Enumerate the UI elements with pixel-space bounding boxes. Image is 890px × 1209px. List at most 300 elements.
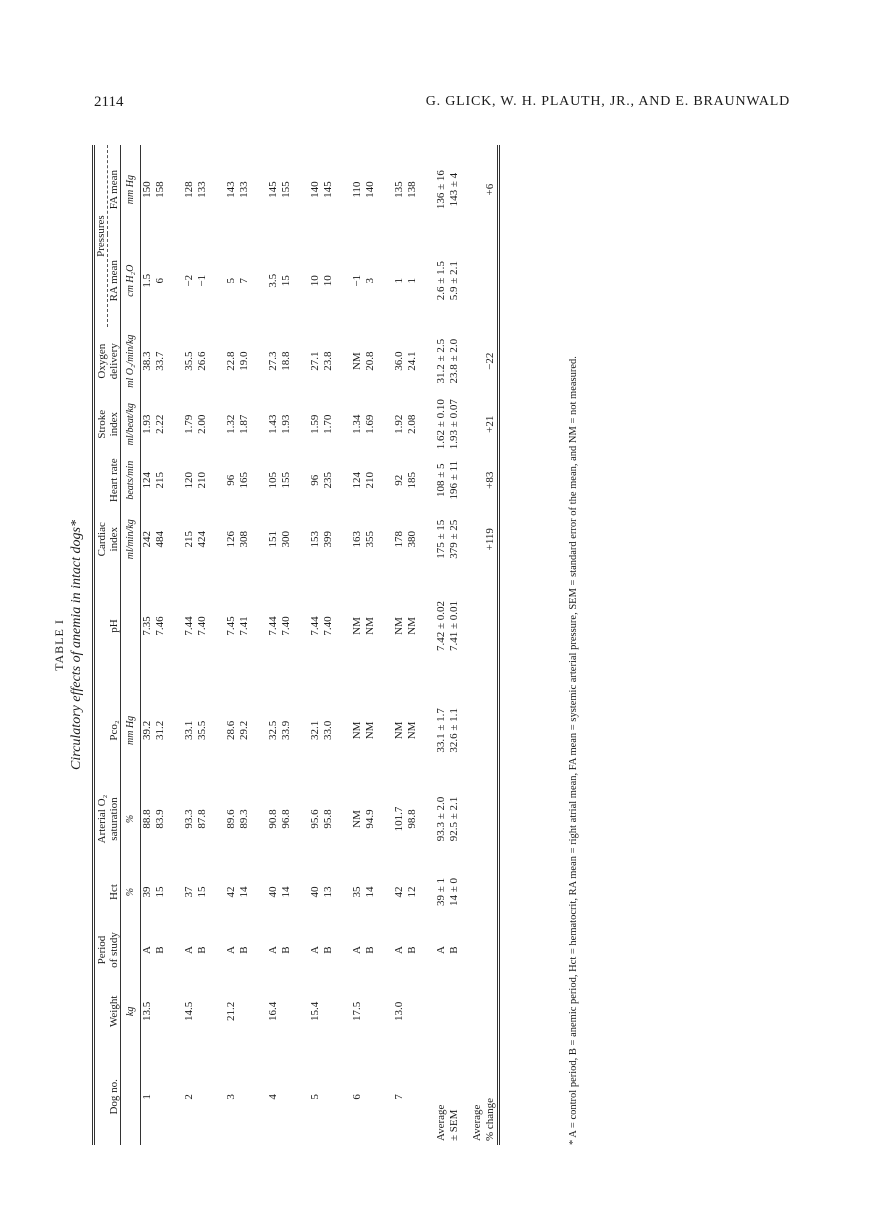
- dog-number: [280, 1049, 293, 1145]
- pco2-cell: 33.1: [183, 720, 195, 741]
- table-row: [280, 145, 293, 1145]
- fa-mean-cell: 110: [351, 181, 363, 198]
- col-cardiac-index: Cardiac index: [96, 522, 120, 557]
- unit-o2: ml O₂/min/kg: [121, 327, 141, 395]
- pco2-cell: NM: [364, 721, 376, 740]
- blank-cell: [467, 571, 484, 681]
- oxygen-delivery-cell: 38.3: [141, 351, 153, 371]
- percent-change-fa-mean: +6: [484, 183, 496, 196]
- ra-mean-cell: 15: [280, 275, 292, 287]
- arterial-sat-cell: 89.6: [225, 809, 237, 829]
- percent-change-label-2: % change: [484, 1097, 496, 1141]
- average-heart-rate: 108 ± 5: [435, 463, 447, 497]
- row-spacer: [251, 145, 267, 1145]
- heart-rate-cell: 124: [351, 471, 363, 489]
- pco2-cell: NM: [351, 721, 363, 740]
- hct-cell: 37: [183, 886, 195, 898]
- arterial-sat-cell: 95.6: [309, 809, 321, 829]
- ph-cell: 7.41: [238, 616, 250, 636]
- dog-number: 4: [267, 1094, 279, 1100]
- blank-cell: [467, 780, 484, 858]
- table-caption: Circulatory effects of anemia in intact dogs*: [69, 520, 84, 770]
- table-row: [393, 145, 406, 1145]
- arterial-sat-cell: 90.8: [267, 809, 279, 829]
- pco2-cell: 35.5: [196, 720, 208, 741]
- pco2-cell: 33.9: [280, 720, 292, 741]
- dog-number: 7: [393, 1094, 405, 1100]
- table-row: [141, 145, 155, 1145]
- table-row: [406, 145, 419, 1145]
- heart-rate-cell: 210: [196, 471, 208, 489]
- cardiac-index-cell: 484: [154, 530, 166, 548]
- ph-cell: 7.40: [322, 616, 334, 636]
- arterial-sat-cell: 89.3: [238, 809, 250, 829]
- row-spacer: [293, 145, 309, 1145]
- hct-cell: 12: [406, 886, 418, 898]
- unit-hr: beats/min: [121, 453, 141, 507]
- period-cell: B: [448, 946, 460, 954]
- dog-number: 2: [183, 1094, 195, 1100]
- oxygen-delivery-cell: 36.0: [393, 351, 405, 371]
- table-row: [154, 145, 167, 1145]
- ra-mean-cell: 5: [225, 277, 237, 284]
- average-heart-rate: 196 ± 11: [448, 460, 460, 500]
- period-cell: A: [393, 946, 405, 955]
- cardiac-index-cell: 178: [393, 530, 405, 548]
- period-cell: B: [322, 946, 334, 954]
- ph-cell: 7.44: [183, 616, 195, 636]
- fa-mean-cell: 138: [406, 181, 418, 198]
- blank-cell: [467, 327, 484, 395]
- blank-cell: [484, 926, 499, 974]
- heart-rate-cell: 235: [322, 471, 334, 489]
- unit-weight: kg: [121, 974, 141, 1049]
- period-cell: A: [225, 946, 237, 955]
- col-pressures: Pressures: [94, 145, 108, 327]
- percent-change-label: Average: [471, 1104, 483, 1141]
- percent-change-pco2: [484, 681, 499, 780]
- cardiac-index-cell: 424: [196, 530, 208, 548]
- average-arterial-sat: 93.3 ± 2.0: [435, 796, 447, 842]
- fa-mean-cell: 158: [154, 181, 166, 198]
- col-hct: Hct: [108, 884, 120, 900]
- cardiac-index-cell: 153: [309, 530, 321, 548]
- pco2-cell: 39.2: [141, 720, 153, 741]
- cardiac-index-cell: 242: [141, 530, 153, 548]
- fa-mean-cell: 133: [238, 181, 250, 198]
- average-ph: 7.41 ± 0.01: [448, 600, 460, 652]
- ph-cell: 7.40: [280, 616, 292, 636]
- stroke-index-cell: 2.00: [196, 414, 208, 434]
- col-dog-no: Dog no.: [108, 1079, 120, 1115]
- blank-cell: [467, 234, 484, 327]
- cardiac-index-cell: 355: [364, 530, 376, 548]
- table-footnote: * A = control period, B = anemic period, Hct = hematocrit, RA mean = right atrial mean, FA mean = systemic arterial pressure, SEM = standard error of the mean, and NM = not measured.: [568, 356, 579, 1145]
- unit-ra: cm H₂O: [121, 234, 141, 327]
- dog-number: [406, 1049, 419, 1145]
- percent-change-ph: [484, 571, 499, 681]
- average-hct: 39 ± 1: [435, 878, 447, 907]
- spacer-cell: [293, 145, 309, 1145]
- dog-number: [154, 1049, 167, 1145]
- period-cell: B: [154, 946, 166, 954]
- oxygen-delivery-cell: 23.8: [322, 351, 334, 371]
- col-pco2: Pco₂: [108, 720, 120, 741]
- pco2-cell: NM: [393, 721, 405, 740]
- oxygen-delivery-cell: 20.8: [364, 351, 376, 371]
- hct-cell: 42: [225, 886, 237, 898]
- oxygen-delivery-cell: 18.8: [280, 351, 292, 371]
- percent-change-hct: [484, 858, 499, 926]
- dog-weight: [364, 974, 377, 1049]
- stroke-index-cell: 2.08: [406, 414, 418, 434]
- average-fa-mean: 143 ± 4: [448, 172, 460, 207]
- stroke-index-cell: 1.69: [364, 414, 376, 434]
- col-weight: Weight: [108, 995, 120, 1028]
- col-ra-mean: RA mean: [108, 260, 120, 302]
- oxygen-delivery-cell: 19.0: [238, 351, 250, 371]
- period-cell: A: [141, 946, 153, 955]
- stroke-index-cell: 1.34: [351, 414, 363, 434]
- heart-rate-cell: 96: [225, 474, 237, 486]
- table-row: [351, 145, 364, 1145]
- fa-mean-cell: 133: [196, 181, 208, 198]
- percent-change-cardiac-index: +119: [484, 528, 496, 551]
- hct-cell: 39: [141, 886, 153, 898]
- row-spacer: [167, 145, 183, 1145]
- blank-cell: [467, 858, 484, 926]
- blank-cell: [467, 395, 484, 453]
- hct-cell: 40: [267, 886, 279, 898]
- dog-number: [322, 1049, 335, 1145]
- pco2-cell: NM: [406, 721, 418, 740]
- spacer-cell: [377, 145, 393, 1145]
- percent-change-oxygen-delivery: −22: [484, 352, 496, 370]
- arterial-sat-cell: 95.8: [322, 809, 334, 829]
- stroke-index-cell: 1.87: [238, 414, 250, 434]
- oxygen-delivery-cell: 35.5: [183, 351, 195, 371]
- oxygen-delivery-cell: 27.3: [267, 351, 279, 371]
- col-ph: pH: [108, 619, 120, 633]
- fa-mean-cell: 140: [309, 181, 321, 198]
- unit-ph: [121, 571, 141, 681]
- period-cell: B: [406, 946, 418, 954]
- heart-rate-cell: 155: [280, 471, 292, 489]
- row-spacer: [419, 145, 435, 1145]
- heart-rate-cell: 105: [267, 471, 279, 489]
- percent-change-stroke-index: +21: [484, 415, 496, 433]
- table-row: [267, 145, 280, 1145]
- table-title-block: [52, 145, 85, 1145]
- dog-weight: [406, 974, 419, 1049]
- heart-rate-cell: 185: [406, 471, 418, 489]
- average-oxygen-delivery: 31.2 ± 2.5: [435, 338, 447, 384]
- average-ra-mean: 2.6 ± 1.5: [435, 261, 447, 301]
- table-row: [225, 145, 238, 1145]
- table-row: [196, 145, 209, 1145]
- pco2-cell: 28.6: [225, 720, 237, 741]
- arterial-sat-cell: 93.3: [183, 809, 195, 829]
- average-weight-blank: [448, 974, 467, 1049]
- ra-mean-cell: 1.5: [141, 273, 153, 288]
- table-row: [238, 145, 251, 1145]
- arterial-sat-cell: 98.8: [406, 809, 418, 829]
- blank-cell: [467, 974, 484, 1049]
- arterial-sat-cell: 94.9: [364, 809, 376, 829]
- arterial-sat-cell: 101.7: [393, 806, 405, 832]
- average-label: ± SEM: [448, 1109, 460, 1141]
- ra-mean-cell: 7: [238, 277, 250, 284]
- stroke-index-cell: 2.22: [154, 414, 166, 434]
- arterial-sat-cell: 96.8: [280, 809, 292, 829]
- ph-cell: NM: [364, 617, 376, 635]
- units-row: [121, 145, 141, 1145]
- spacer-cell: [419, 145, 435, 1145]
- blank-cell: [467, 681, 484, 780]
- oxygen-delivery-cell: 24.1: [406, 351, 418, 371]
- period-cell: A: [435, 946, 447, 955]
- hct-cell: 13: [322, 886, 334, 898]
- dog-number: [364, 1049, 377, 1145]
- dog-number: 5: [309, 1094, 321, 1100]
- ph-cell: 7.40: [196, 616, 208, 636]
- average-hct: 14 ± 0: [448, 878, 460, 907]
- ra-mean-cell: −1: [351, 274, 363, 287]
- oxygen-delivery-cell: 22.8: [225, 351, 237, 371]
- percent-change-arterial-sat: [484, 780, 499, 858]
- arterial-sat-cell: 87.8: [196, 809, 208, 829]
- ph-cell: 7.46: [154, 616, 166, 636]
- period-cell: A: [267, 946, 279, 955]
- oxygen-delivery-cell: 26.6: [196, 351, 208, 371]
- fa-mean-cell: 150: [141, 181, 153, 198]
- period-cell: B: [196, 946, 208, 954]
- col-oxygen-delivery: Oxygen delivery: [96, 343, 120, 380]
- percent-change-ra-mean: [484, 234, 499, 327]
- row-spacer: [335, 145, 351, 1145]
- hct-cell: 15: [196, 886, 208, 898]
- rotated-table-region: [52, 145, 612, 1145]
- anemia-data-table: [92, 145, 500, 1145]
- fa-mean-cell: 145: [267, 181, 279, 198]
- cardiac-index-cell: 399: [322, 530, 334, 548]
- hct-cell: 14: [238, 886, 250, 898]
- ph-cell: NM: [393, 617, 405, 635]
- dog-weight: [322, 974, 335, 1049]
- unit-fa: mm Hg: [121, 145, 141, 234]
- blank-cell: [467, 145, 484, 234]
- average-cardiac-index: 379 ± 25: [448, 519, 460, 559]
- dog-weight: 14.5: [183, 1001, 195, 1021]
- col-heart-rate: Heart rate: [108, 458, 120, 503]
- average-ph: 7.42 ± 0.02: [435, 600, 447, 652]
- percent-change-row: [467, 145, 484, 1145]
- page-header: [94, 94, 790, 116]
- dog-number: 3: [225, 1094, 237, 1100]
- cardiac-index-cell: 380: [406, 530, 418, 548]
- table-row: [183, 145, 196, 1145]
- oxygen-delivery-cell: 33.7: [154, 351, 166, 371]
- stroke-index-cell: 1.93: [280, 414, 292, 434]
- cardiac-index-cell: 126: [225, 530, 237, 548]
- dog-weight: 16.4: [267, 1001, 279, 1021]
- pco2-cell: 32.5: [267, 720, 279, 741]
- dog-number: [238, 1049, 251, 1145]
- unit-si: ml/beat/kg: [121, 395, 141, 453]
- heart-rate-cell: 124: [141, 471, 153, 489]
- stroke-index-cell: 1.59: [309, 414, 321, 434]
- unit-hct: %: [121, 858, 141, 926]
- unit-ci: ml/min/kg: [121, 507, 141, 571]
- dog-number: [196, 1049, 209, 1145]
- blank-cell: [467, 926, 484, 974]
- hct-cell: 35: [351, 886, 363, 898]
- pco2-cell: 32.1: [309, 720, 321, 741]
- average-ra-mean: 5.9 ± 2.1: [448, 261, 460, 301]
- average-pco2: 32.6 ± 1.1: [448, 708, 460, 753]
- period-cell: A: [183, 946, 195, 955]
- average-stroke-index: 1.93 ± 0.07: [448, 399, 460, 450]
- unit-pco2: mm Hg: [121, 681, 141, 780]
- oxygen-delivery-cell: NM: [351, 352, 363, 371]
- row-spacer: [209, 145, 225, 1145]
- pco2-cell: 31.2: [154, 720, 166, 741]
- cardiac-index-cell: 215: [183, 530, 195, 548]
- stroke-index-cell: 1.32: [225, 414, 237, 434]
- ra-mean-cell: 3.5: [267, 273, 279, 288]
- fa-mean-cell: 135: [393, 181, 405, 198]
- dog-weight: [238, 974, 251, 1049]
- heart-rate-cell: 120: [183, 471, 195, 489]
- heart-rate-cell: 210: [364, 471, 376, 489]
- ra-mean-cell: −2: [183, 274, 195, 287]
- period-cell: A: [351, 946, 363, 955]
- cardiac-index-cell: 308: [238, 530, 250, 548]
- col-arterial-sat: Arterial O₂ saturation: [96, 794, 120, 844]
- cardiac-index-cell: 151: [267, 530, 279, 548]
- hct-cell: 40: [309, 886, 321, 898]
- spacer-cell: [335, 145, 351, 1145]
- ph-cell: 7.44: [267, 616, 279, 636]
- heart-rate-cell: 215: [154, 471, 166, 489]
- stroke-index-cell: 1.79: [183, 414, 195, 434]
- hct-cell: 14: [364, 886, 376, 898]
- ph-cell: NM: [351, 617, 363, 635]
- average-row: [448, 145, 467, 1145]
- spacer-cell: [167, 145, 183, 1145]
- running-head: G. GLICK, W. H. PLAUTH, JR., AND E. BRAUNWALD: [425, 94, 790, 109]
- arterial-sat-cell: 88.8: [141, 809, 153, 829]
- stroke-index-cell: 1.93: [141, 414, 153, 434]
- ra-mean-cell: −1: [196, 274, 208, 287]
- dog-weight: 21.2: [225, 1001, 237, 1021]
- hct-cell: 15: [154, 886, 166, 898]
- heart-rate-cell: 165: [238, 471, 250, 489]
- spacer-cell: [209, 145, 225, 1145]
- period-cell: B: [364, 946, 376, 954]
- percent-change-heart-rate: +83: [484, 471, 496, 489]
- period-cell: B: [280, 946, 292, 954]
- average-oxygen-delivery: 23.8 ± 2.0: [448, 338, 460, 384]
- dog-number: 1: [141, 1094, 153, 1100]
- dog-weight: 17.5: [351, 1001, 363, 1021]
- ra-mean-cell: 1: [406, 277, 418, 284]
- blank-cell: [467, 507, 484, 571]
- stroke-index-cell: 1.43: [267, 414, 279, 434]
- ra-mean-cell: 10: [309, 275, 321, 287]
- cardiac-index-cell: 163: [351, 530, 363, 548]
- period-cell: A: [309, 946, 321, 955]
- table-row: [309, 145, 322, 1145]
- col-period: Period of study: [96, 932, 120, 968]
- table-label: TABLE I: [52, 619, 66, 671]
- average-pco2: 33.1 ± 1.7: [435, 708, 447, 753]
- arterial-sat-cell: 83.9: [154, 809, 166, 829]
- average-arterial-sat: 92.5 ± 2.1: [448, 796, 460, 842]
- ra-mean-cell: 1: [393, 277, 405, 284]
- dog-number: 6: [351, 1094, 363, 1100]
- ra-mean-cell: 3: [364, 277, 376, 284]
- ra-mean-cell: 10: [322, 275, 334, 287]
- hct-cell: 42: [393, 886, 405, 898]
- percent-change-values-row: [484, 145, 499, 1145]
- heart-rate-cell: 92: [393, 474, 405, 486]
- ph-cell: 7.45: [225, 616, 237, 636]
- cardiac-index-cell: 300: [280, 530, 292, 548]
- ph-cell: 7.44: [309, 616, 321, 636]
- period-cell: B: [238, 946, 250, 954]
- table-row: [322, 145, 335, 1145]
- ph-cell: NM: [406, 617, 418, 635]
- average-label: Average: [435, 1104, 447, 1141]
- fa-mean-cell: 145: [322, 181, 334, 198]
- average-fa-mean: 136 ± 16: [435, 170, 447, 210]
- dog-weight: [280, 974, 293, 1049]
- fa-mean-cell: 143: [225, 181, 237, 198]
- col-fa-mean: FA mean: [108, 170, 120, 210]
- hct-cell: 14: [280, 886, 292, 898]
- dog-weight: [196, 974, 209, 1049]
- unit-sat: %: [121, 780, 141, 858]
- average-cardiac-index: 175 ± 15: [435, 519, 447, 559]
- row-spacer: [377, 145, 393, 1145]
- dog-weight: [154, 974, 167, 1049]
- dog-weight: 13.5: [141, 1001, 153, 1021]
- stroke-index-cell: 1.70: [322, 414, 334, 434]
- arterial-sat-cell: NM: [351, 810, 363, 828]
- table-body: [141, 145, 499, 1145]
- blank-cell: [484, 974, 499, 1049]
- dog-weight: 15.4: [309, 1001, 321, 1021]
- average-weight-blank: [435, 974, 448, 1049]
- spacer-cell: [251, 145, 267, 1145]
- fa-mean-cell: 140: [364, 181, 376, 198]
- table-row: [364, 145, 377, 1145]
- fa-mean-cell: 128: [183, 181, 195, 198]
- page-number: 2114: [94, 94, 124, 110]
- col-stroke-index: Stroke index: [96, 409, 120, 439]
- dog-weight: 13.0: [393, 1001, 405, 1021]
- oxygen-delivery-cell: 27.1: [309, 351, 321, 371]
- ra-mean-cell: 6: [154, 277, 166, 284]
- average-stroke-index: 1.62 ± 0.10: [435, 399, 447, 450]
- blank-cell: [467, 453, 484, 507]
- pco2-cell: 33.0: [322, 720, 334, 741]
- heart-rate-cell: 96: [309, 474, 321, 486]
- stroke-index-cell: 1.92: [393, 414, 405, 434]
- ph-cell: 7.35: [141, 616, 153, 636]
- fa-mean-cell: 155: [280, 181, 292, 198]
